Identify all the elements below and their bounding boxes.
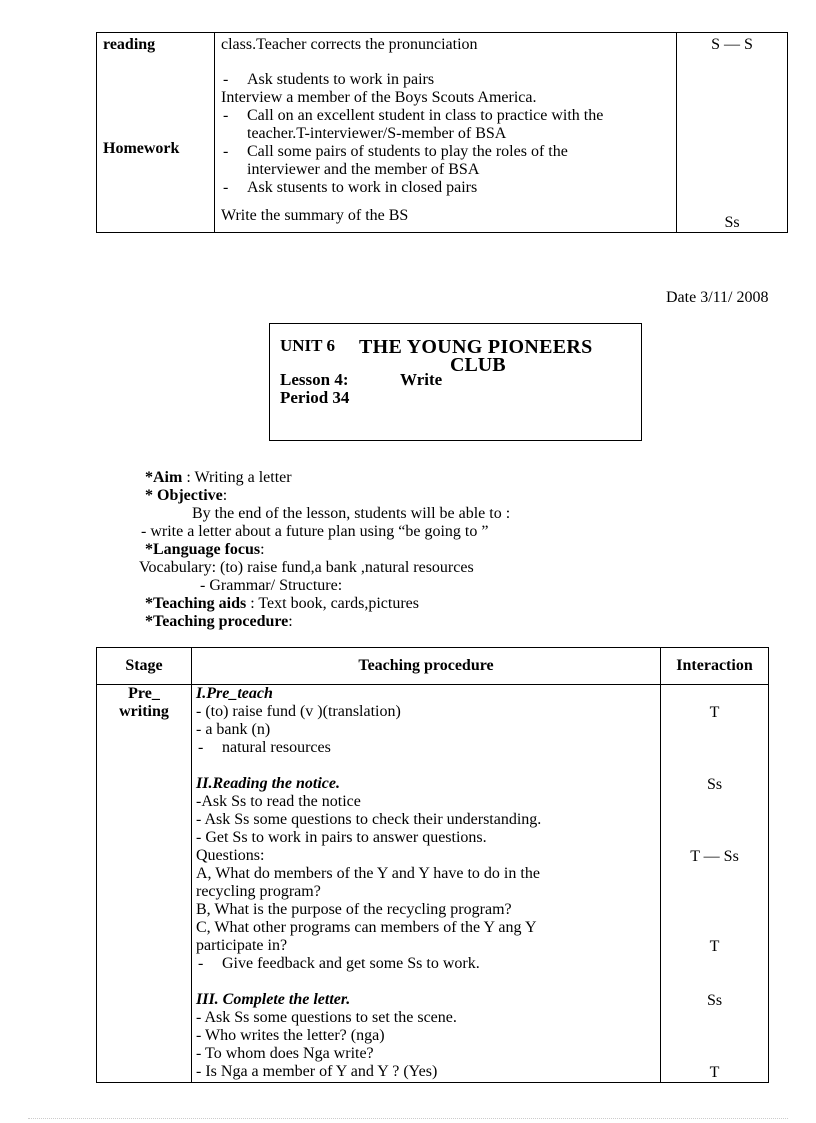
procedure-line: participate in? [196,937,288,954]
procedure-cell [192,685,661,1083]
procedure-line: - Is Nga a member of Y and Y ? (Yes) [196,1063,438,1080]
interaction-value: Ss [724,214,740,231]
unit-title-line1: THE YOUNG PIONEERS [359,336,593,358]
bullet-item: - Call on an excellent student in class to practice with the teacher.T-interviewer/S-member of BSA [223,107,604,142]
header-stage: Stage [97,648,192,685]
bullet-item: - Ask students to work in pairs [223,71,435,88]
procedure-line: - To whom does Nga write? [196,1045,374,1062]
stage-cell [97,685,192,1083]
procedure-line: A, What do members of the Y and Y have to do in the [196,865,540,882]
procedure-line: recycling program? [196,883,321,900]
vocabulary-line: Vocabulary: (to) raise fund,a bank ,natural resources [139,559,474,576]
header-interaction: Interaction [661,648,769,685]
period-number: Period 34 [280,388,350,407]
procedure-line: C, What other programs can members of the Y ang Y [196,919,537,936]
stage-reading: reading [103,36,156,53]
procedure-line: -Ask Ss to read the notice [196,793,361,810]
section-title: II.Reading the notice. [196,775,341,792]
interaction-value: Ss [706,992,723,1009]
teaching-aids-line: *Teaching aids : Text book, cards,pictures [145,595,419,612]
stage-homework: Homework [103,140,180,157]
procedure-line: - (to) raise fund (v )(translation) [196,703,401,720]
procedure-line: - Who writes the letter? (nga) [196,1027,385,1044]
teaching-procedure-heading: *Teaching procedure: [145,613,293,630]
bullet-item: - natural resources [198,739,331,756]
procedure-line: class.Teacher corrects the pronunciation [221,36,478,53]
unit-title-box [269,323,642,441]
procedure-line: - Ask Ss some questions to set the scene. [196,1009,457,1026]
procedure-line: B, What is the purpose of the recycling program? [196,901,512,918]
objective-line: - write a letter about a future plan using “be going to ” [141,523,489,540]
bullet-item: - Give feedback and get some Ss to work. [198,955,480,972]
section-title: I.Pre_teach [196,685,273,702]
objective-line: By the end of the lesson, students will be able to : [192,505,511,522]
lesson-date: Date 3/11/ 2008 [666,289,769,306]
procedure-line: - Ask Ss some questions to check their understanding. [196,811,542,828]
page-footer-divider [28,1118,788,1119]
procedure-line: Questions: [196,847,265,864]
bullet-item: - Call some pairs of students to play the roles of the interviewer and the member of BSA [223,143,568,178]
lesson-number: Lesson 4: [280,370,349,389]
interaction-value: T [709,704,720,721]
stage-cell [97,33,215,233]
header-procedure: Teaching procedure [192,648,661,685]
stage-pre: Pre_ [128,685,160,702]
lesson-table-continued [96,32,788,233]
section-title: III. Complete the letter. [196,991,351,1008]
interaction-value: T [709,938,720,955]
interaction-value: Ss [706,776,723,793]
lesson-name: Write [400,370,443,389]
interaction-cell [677,33,788,233]
stage-writing: writing [119,703,169,720]
unit-number: UNIT 6 [280,336,335,355]
bullet-item: - Ask stusents to work in closed pairs [223,179,478,196]
interaction-value: T [709,1064,720,1081]
homework-task: Write the summary of the BS [221,207,409,224]
interaction-value: S — S [711,36,753,53]
teaching-procedure-table [96,647,769,1083]
interaction-value: T — Ss [690,848,739,865]
aim-line: *Aim : Writing a letter [145,469,292,486]
procedure-line: - a bank (n) [196,721,271,738]
procedure-line: Interview a member of the Boys Scouts America. [221,89,537,106]
interaction-cell [661,685,769,1083]
procedure-line: - Get Ss to work in pairs to answer questions. [196,829,487,846]
procedure-cell [215,33,677,233]
unit-title-line2: CLUB [450,354,506,376]
language-focus-heading: *Language focus: [145,541,265,558]
grammar-line: - Grammar/ Structure: [200,577,343,594]
objective-heading: * Objective: [145,487,228,504]
